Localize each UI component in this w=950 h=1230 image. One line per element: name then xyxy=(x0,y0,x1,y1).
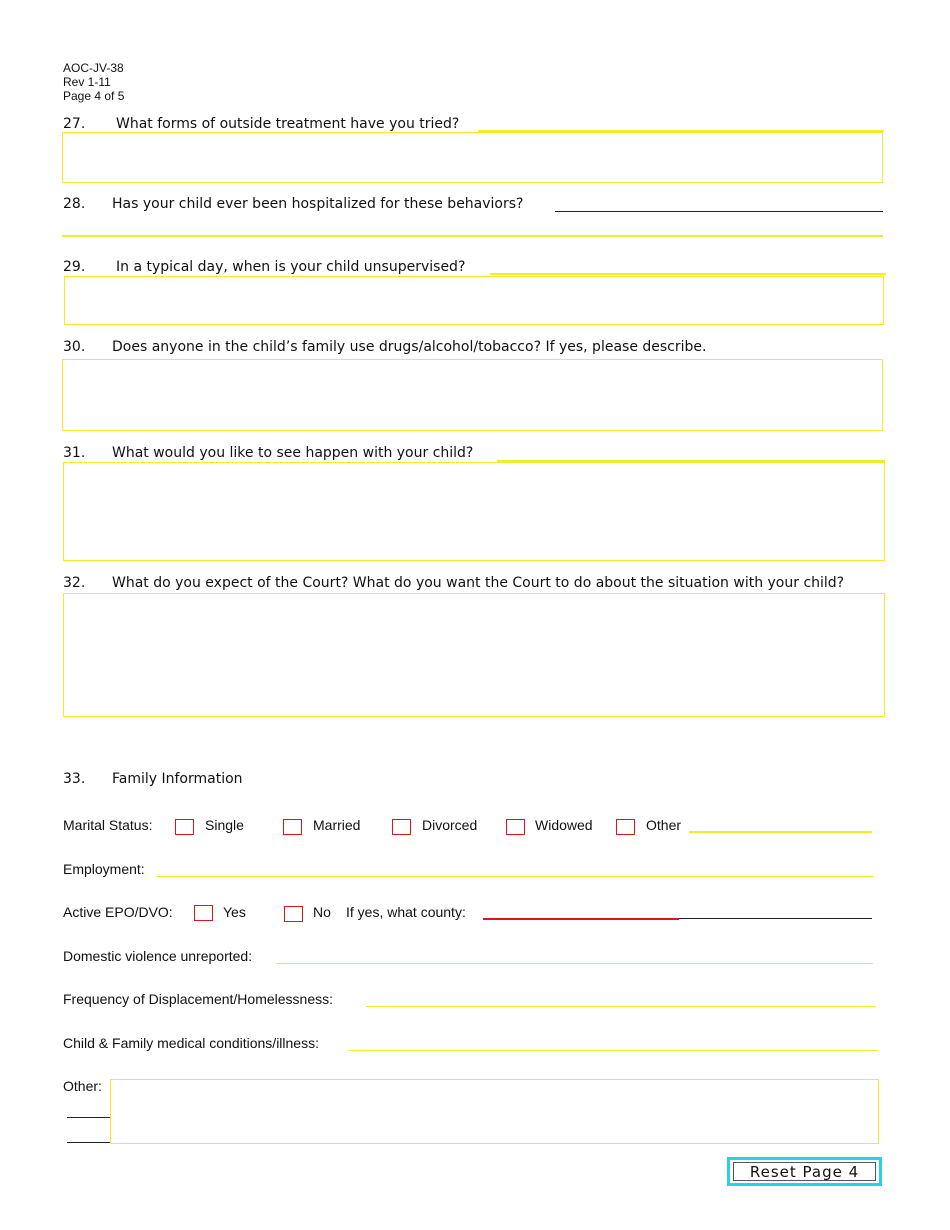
page-number: Page 4 of 5 xyxy=(63,89,125,103)
displacement-field[interactable] xyxy=(366,1006,876,1007)
epo-yes-label: Yes xyxy=(223,904,246,920)
question-33-text: Family Information xyxy=(112,771,243,787)
county-label: If yes, what county: xyxy=(346,904,466,920)
county-field[interactable] xyxy=(483,918,679,920)
question-30-text: Does anyone in the child’s family use drugs/alcohol/tobacco? If yes, please describe. xyxy=(112,339,707,355)
marital-other-field[interactable] xyxy=(689,831,872,833)
marital-widowed-checkbox[interactable] xyxy=(506,819,525,835)
question-27-text: What forms of outside treatment have you tried? xyxy=(116,116,460,132)
question-29-answer-line xyxy=(490,273,886,275)
medical-conditions-label: Child & Family medical conditions/illness: xyxy=(63,1035,319,1051)
reset-page-button[interactable] xyxy=(727,1157,882,1186)
question-32-answer-field[interactable] xyxy=(63,593,885,717)
employment-field[interactable] xyxy=(157,876,874,877)
marital-single-label: Single xyxy=(205,817,244,833)
revision: Rev 1-11 xyxy=(63,75,111,89)
question-32-number: 32. xyxy=(63,575,86,591)
question-27-answer-field[interactable] xyxy=(62,132,883,183)
marital-other-label: Other xyxy=(646,817,682,833)
other-line-2 xyxy=(67,1142,110,1143)
question-27-number: 27. xyxy=(63,116,86,132)
epo-yes-checkbox[interactable] xyxy=(194,905,213,921)
marital-divorced-checkbox[interactable] xyxy=(392,819,411,835)
displacement-label: Frequency of Displacement/Homelessness: xyxy=(63,991,334,1007)
domestic-violence-label: Domestic violence unreported: xyxy=(63,948,253,964)
county-field-extension xyxy=(679,918,872,919)
marital-married-checkbox[interactable] xyxy=(283,819,302,835)
question-33-number: 33. xyxy=(63,771,86,787)
question-28-number: 28. xyxy=(63,196,86,212)
question-29-text: In a typical day, when is your child unsupervised? xyxy=(116,259,466,275)
domestic-violence-field[interactable] xyxy=(276,963,873,964)
question-31-answer-field[interactable] xyxy=(63,462,885,561)
reset-page-label: Reset Page 4 xyxy=(733,1162,876,1181)
question-32-text: What do you expect of the Court? What do you want the Court to do about the situation with your child? xyxy=(112,575,845,591)
question-29-answer-field[interactable] xyxy=(64,276,884,325)
marital-divorced-label: Divorced xyxy=(422,817,478,833)
marital-status-label: Marital Status: xyxy=(63,817,153,833)
question-28-second-line[interactable] xyxy=(62,235,883,237)
medical-conditions-field[interactable] xyxy=(349,1050,878,1051)
question-28-answer-field[interactable] xyxy=(555,211,883,212)
question-31-text: What would you like to see happen with your child? xyxy=(112,445,474,461)
question-28-text: Has your child ever been hospitalized for these behaviors? xyxy=(112,196,524,212)
question-30-number: 30. xyxy=(63,339,86,355)
other-label: Other: xyxy=(63,1078,102,1094)
form-id: AOC-JV-38 xyxy=(63,61,124,75)
marital-other-checkbox[interactable] xyxy=(616,819,635,835)
epo-no-label: No xyxy=(313,904,331,920)
marital-married-label: Married xyxy=(313,817,361,833)
marital-single-checkbox[interactable] xyxy=(175,819,194,835)
employment-label: Employment: xyxy=(63,861,145,877)
question-29-number: 29. xyxy=(63,259,86,275)
marital-widowed-label: Widowed xyxy=(535,817,593,833)
other-field[interactable] xyxy=(110,1079,879,1144)
epo-no-checkbox[interactable] xyxy=(284,906,303,922)
other-line-1 xyxy=(67,1117,110,1118)
epo-dvo-label: Active EPO/DVO: xyxy=(63,904,173,920)
question-31-number: 31. xyxy=(63,445,86,461)
question-30-answer-field[interactable] xyxy=(62,359,883,431)
